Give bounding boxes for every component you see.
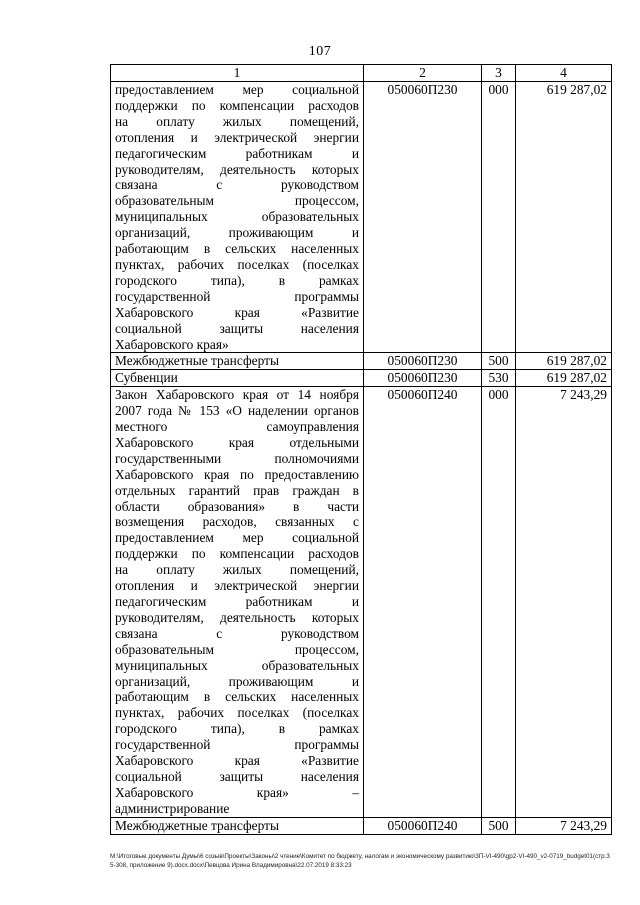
description-line: возмещения расходов, связанных с — [115, 514, 359, 530]
header-row — [111, 65, 612, 82]
description-line: на оплату жилых помещений, — [115, 562, 359, 578]
description-line: образовательным процессом, — [115, 641, 359, 657]
row-description — [111, 817, 364, 834]
description-line: городского типа), в рамках — [115, 272, 359, 288]
table-row — [111, 82, 612, 353]
row-description — [111, 387, 364, 817]
description-line: администрирование — [115, 800, 230, 816]
row-amount: 619 287,02 — [516, 353, 612, 370]
row-amount: 619 287,02 — [516, 370, 612, 387]
description-line: отопления и электрической энергии — [115, 578, 359, 594]
row-description — [111, 370, 364, 387]
description-line: 2007 года № 153 «О наделении органов — [115, 403, 359, 419]
row-code: 050060П230 — [364, 82, 482, 353]
row-expense-kind: 500 — [482, 353, 516, 370]
description-line: предоставлением мер социальной — [115, 530, 359, 546]
table-row — [111, 387, 612, 817]
description-line: области образования» в части — [115, 498, 359, 514]
row-code: 050060П240 — [364, 817, 482, 834]
description-line: городского типа), в рамках — [115, 721, 359, 737]
description-line: руководителям, деятельность которых — [115, 609, 359, 625]
description-line: отдельных гарантий прав граждан в — [115, 482, 359, 498]
header-col-4: 4 — [516, 65, 612, 82]
description-line: местного самоуправления — [115, 419, 359, 435]
description-line: Хабаровского края по предоставлению — [115, 466, 359, 482]
description-line: поддержки по компенсации расходов — [115, 546, 359, 562]
description-line: предоставлением мер социальной — [115, 82, 359, 97]
row-expense-kind: 530 — [482, 370, 516, 387]
description-line: Межбюджетные трансферты — [115, 353, 279, 369]
description-line: Хабаровского края «Развитие — [115, 753, 359, 769]
description-line: педагогическим работникам и — [115, 145, 359, 161]
row-code: 050060П240 — [364, 387, 482, 817]
row-amount: 7 243,29 — [516, 387, 612, 817]
description-line: пунктах, рабочих поселках (поселках — [115, 256, 359, 272]
header-col-2: 2 — [364, 65, 482, 82]
row-code: 050060П230 — [364, 353, 482, 370]
header-col-1: 1 — [111, 65, 364, 82]
row-description — [111, 353, 364, 370]
table-row — [111, 353, 612, 370]
description-line: педагогическим работникам и — [115, 594, 359, 609]
description-line: руководителям, деятельность которых — [115, 161, 359, 177]
description-line: Закон Хабаровского края от 14 ноября — [115, 387, 359, 403]
row-description — [111, 82, 364, 353]
description-line: образовательным процессом, — [115, 193, 359, 209]
row-amount: 7 243,29 — [516, 817, 612, 834]
description-line: муниципальных образовательных — [115, 209, 359, 225]
description-line: пунктах, рабочих поселках (поселках — [115, 705, 359, 721]
description-line: социальной защиты населения — [115, 320, 359, 336]
budget-table-body — [111, 65, 612, 835]
row-code: 050060П230 — [364, 370, 482, 387]
description-line: работающим в сельских населенных — [115, 241, 359, 257]
description-line: государственной программы — [115, 288, 359, 304]
description-line: связана с руководством — [115, 177, 359, 193]
description-line: на оплату жилых помещений, — [115, 113, 359, 129]
description-line: государственными полномочиями — [115, 450, 359, 466]
description-line: Субвенции — [115, 370, 178, 386]
file-path-footer: M:\Итоговые документы Думы\6 созыв\Проекты\Законы\2 чтение\Комитет по бюджету, налогам и экономическому развитию\3П-VI-490\gp2-VI-490_v2-0719_budget01(стр.35-308, приложение 9).docx.docx\Певцова Ирина Владимировна\22.07.2019 8:33:23 — [110, 853, 610, 869]
description-line: работающим в сельских населенных — [115, 689, 359, 705]
description-line: Хабаровского края отдельными — [115, 434, 359, 450]
description-line: Хабаровского края» – — [115, 784, 359, 800]
description-line: связана с руководством — [115, 625, 359, 641]
row-expense-kind: 000 — [482, 387, 516, 817]
page-number: 107 — [308, 44, 332, 59]
description-line: Межбюджетные трансферты — [115, 817, 279, 833]
description-line: государственной программы — [115, 737, 359, 753]
description-line: социальной защиты населения — [115, 768, 359, 784]
description-line: Хабаровского края» — [115, 336, 229, 352]
budget-table — [110, 64, 612, 835]
row-expense-kind: 500 — [482, 817, 516, 834]
table-row — [111, 370, 612, 387]
description-line: муниципальных образовательных — [115, 657, 359, 673]
row-amount: 619 287,02 — [516, 82, 612, 353]
table-row — [111, 817, 612, 834]
description-line: организаций, проживающим и — [115, 673, 359, 689]
description-line: Хабаровского края «Развитие — [115, 304, 359, 320]
header-col-3: 3 — [482, 65, 516, 82]
description-line: организаций, проживающим и — [115, 225, 359, 241]
row-expense-kind: 000 — [482, 82, 516, 353]
description-line: поддержки по компенсации расходов — [115, 97, 359, 113]
description-line: отопления и электрической энергии — [115, 129, 359, 145]
